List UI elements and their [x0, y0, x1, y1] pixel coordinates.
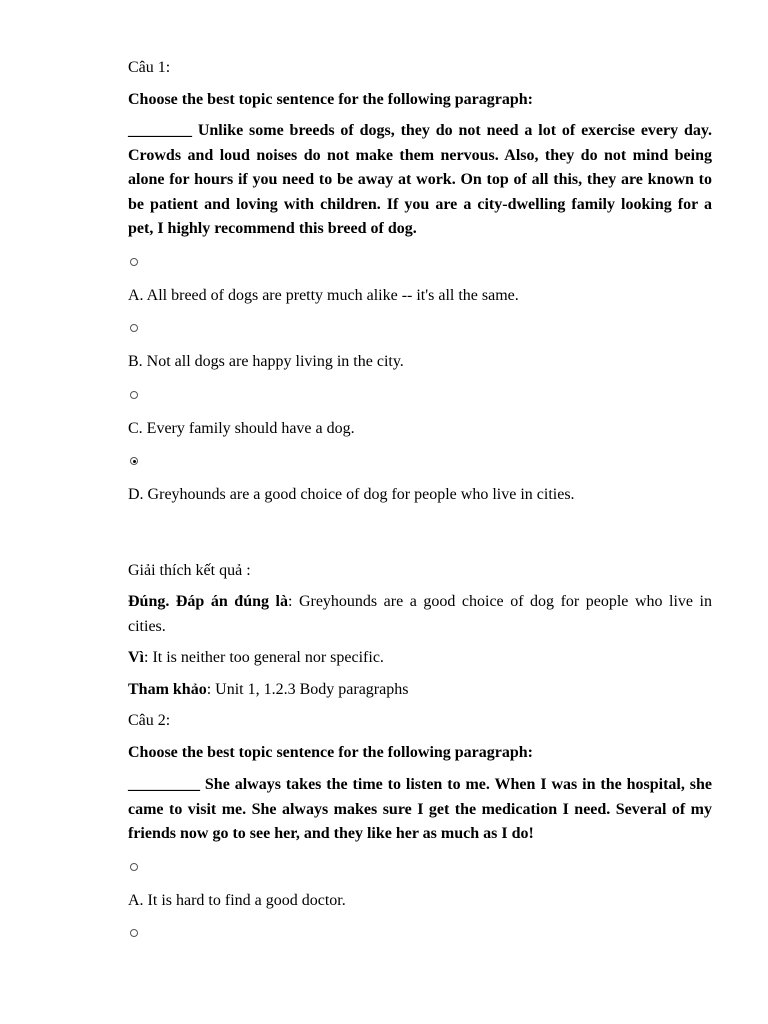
question-2-paragraph-text: She always takes the time to listen to me. When I was in the hospital, she came to visit me. She always makes sure I get the medication I need. Several of my friends now go to see her, and they like her as much as I do! [128, 776, 712, 842]
radio-button-2b[interactable] [130, 929, 138, 937]
option-1b-label[interactable]: B. Not all dogs are happy living in the city. [128, 353, 404, 370]
explanation-heading: Giải thích kết quả : [128, 562, 251, 579]
question-2-label: Câu 2: [128, 712, 171, 729]
correct-answer-text: : Greyhounds are a good choice of dog for people who live in cities. [128, 593, 712, 635]
option-2a-label[interactable]: A. It is hard to find a good doctor. [128, 892, 346, 909]
reason-text: : It is neither too general nor specific. [144, 649, 384, 666]
reason-label: Vì [128, 649, 144, 666]
option-1c-label[interactable]: C. Every family should have a dog. [128, 420, 355, 437]
radio-button-1b[interactable] [130, 324, 138, 332]
reference-text: : Unit 1, 1.2.3 Body paragraphs [206, 681, 409, 698]
explanation-reference [128, 678, 712, 703]
radio-button-1c[interactable] [130, 391, 138, 399]
radio-button-1a[interactable] [130, 258, 138, 266]
radio-button-1d-selected[interactable] [130, 457, 138, 465]
question-2-blank: _________ [128, 776, 200, 793]
radio-button-2a[interactable] [130, 863, 138, 871]
option-1a-radio-row[interactable] [130, 254, 138, 270]
explanation-reason [128, 646, 712, 671]
correct-answer-label: Đúng. Đáp án đúng là [128, 593, 288, 610]
option-1b-radio-row[interactable] [130, 320, 138, 336]
reference-label: Tham khảo [128, 681, 207, 698]
option-1d-label[interactable]: D. Greyhounds are a good choice of dog for people who live in cities. [128, 486, 575, 503]
explanation-correct-answer [128, 590, 712, 639]
question-1-paragraph [128, 119, 712, 242]
option-1c-radio-row[interactable] [130, 387, 138, 403]
question-2-instruction: Choose the best topic sentence for the following paragraph: [128, 744, 534, 761]
question-1-paragraph-text: Unlike some breeds of dogs, they do not need a lot of exercise every day. Crowds and loud noises do not make them nervous. Also, they do not mind being alone for hours if you need to be away at work. On top of all this, they are known to be patient and loving with children. If you are a city-dwelling family looking for a pet, I highly recommend this breed of dog. [128, 122, 712, 237]
option-1a-label[interactable]: A. All breed of dogs are pretty much alike -- it's all the same. [128, 287, 519, 304]
option-2b-radio-row[interactable] [130, 925, 138, 941]
option-1d-radio-row[interactable] [130, 453, 138, 469]
question-1-instruction: Choose the best topic sentence for the following paragraph: [128, 91, 534, 108]
question-1-label: Câu 1: [128, 59, 171, 76]
option-2a-radio-row[interactable] [130, 859, 138, 875]
question-1-blank: ________ [128, 122, 192, 139]
question-2-paragraph [128, 773, 712, 847]
